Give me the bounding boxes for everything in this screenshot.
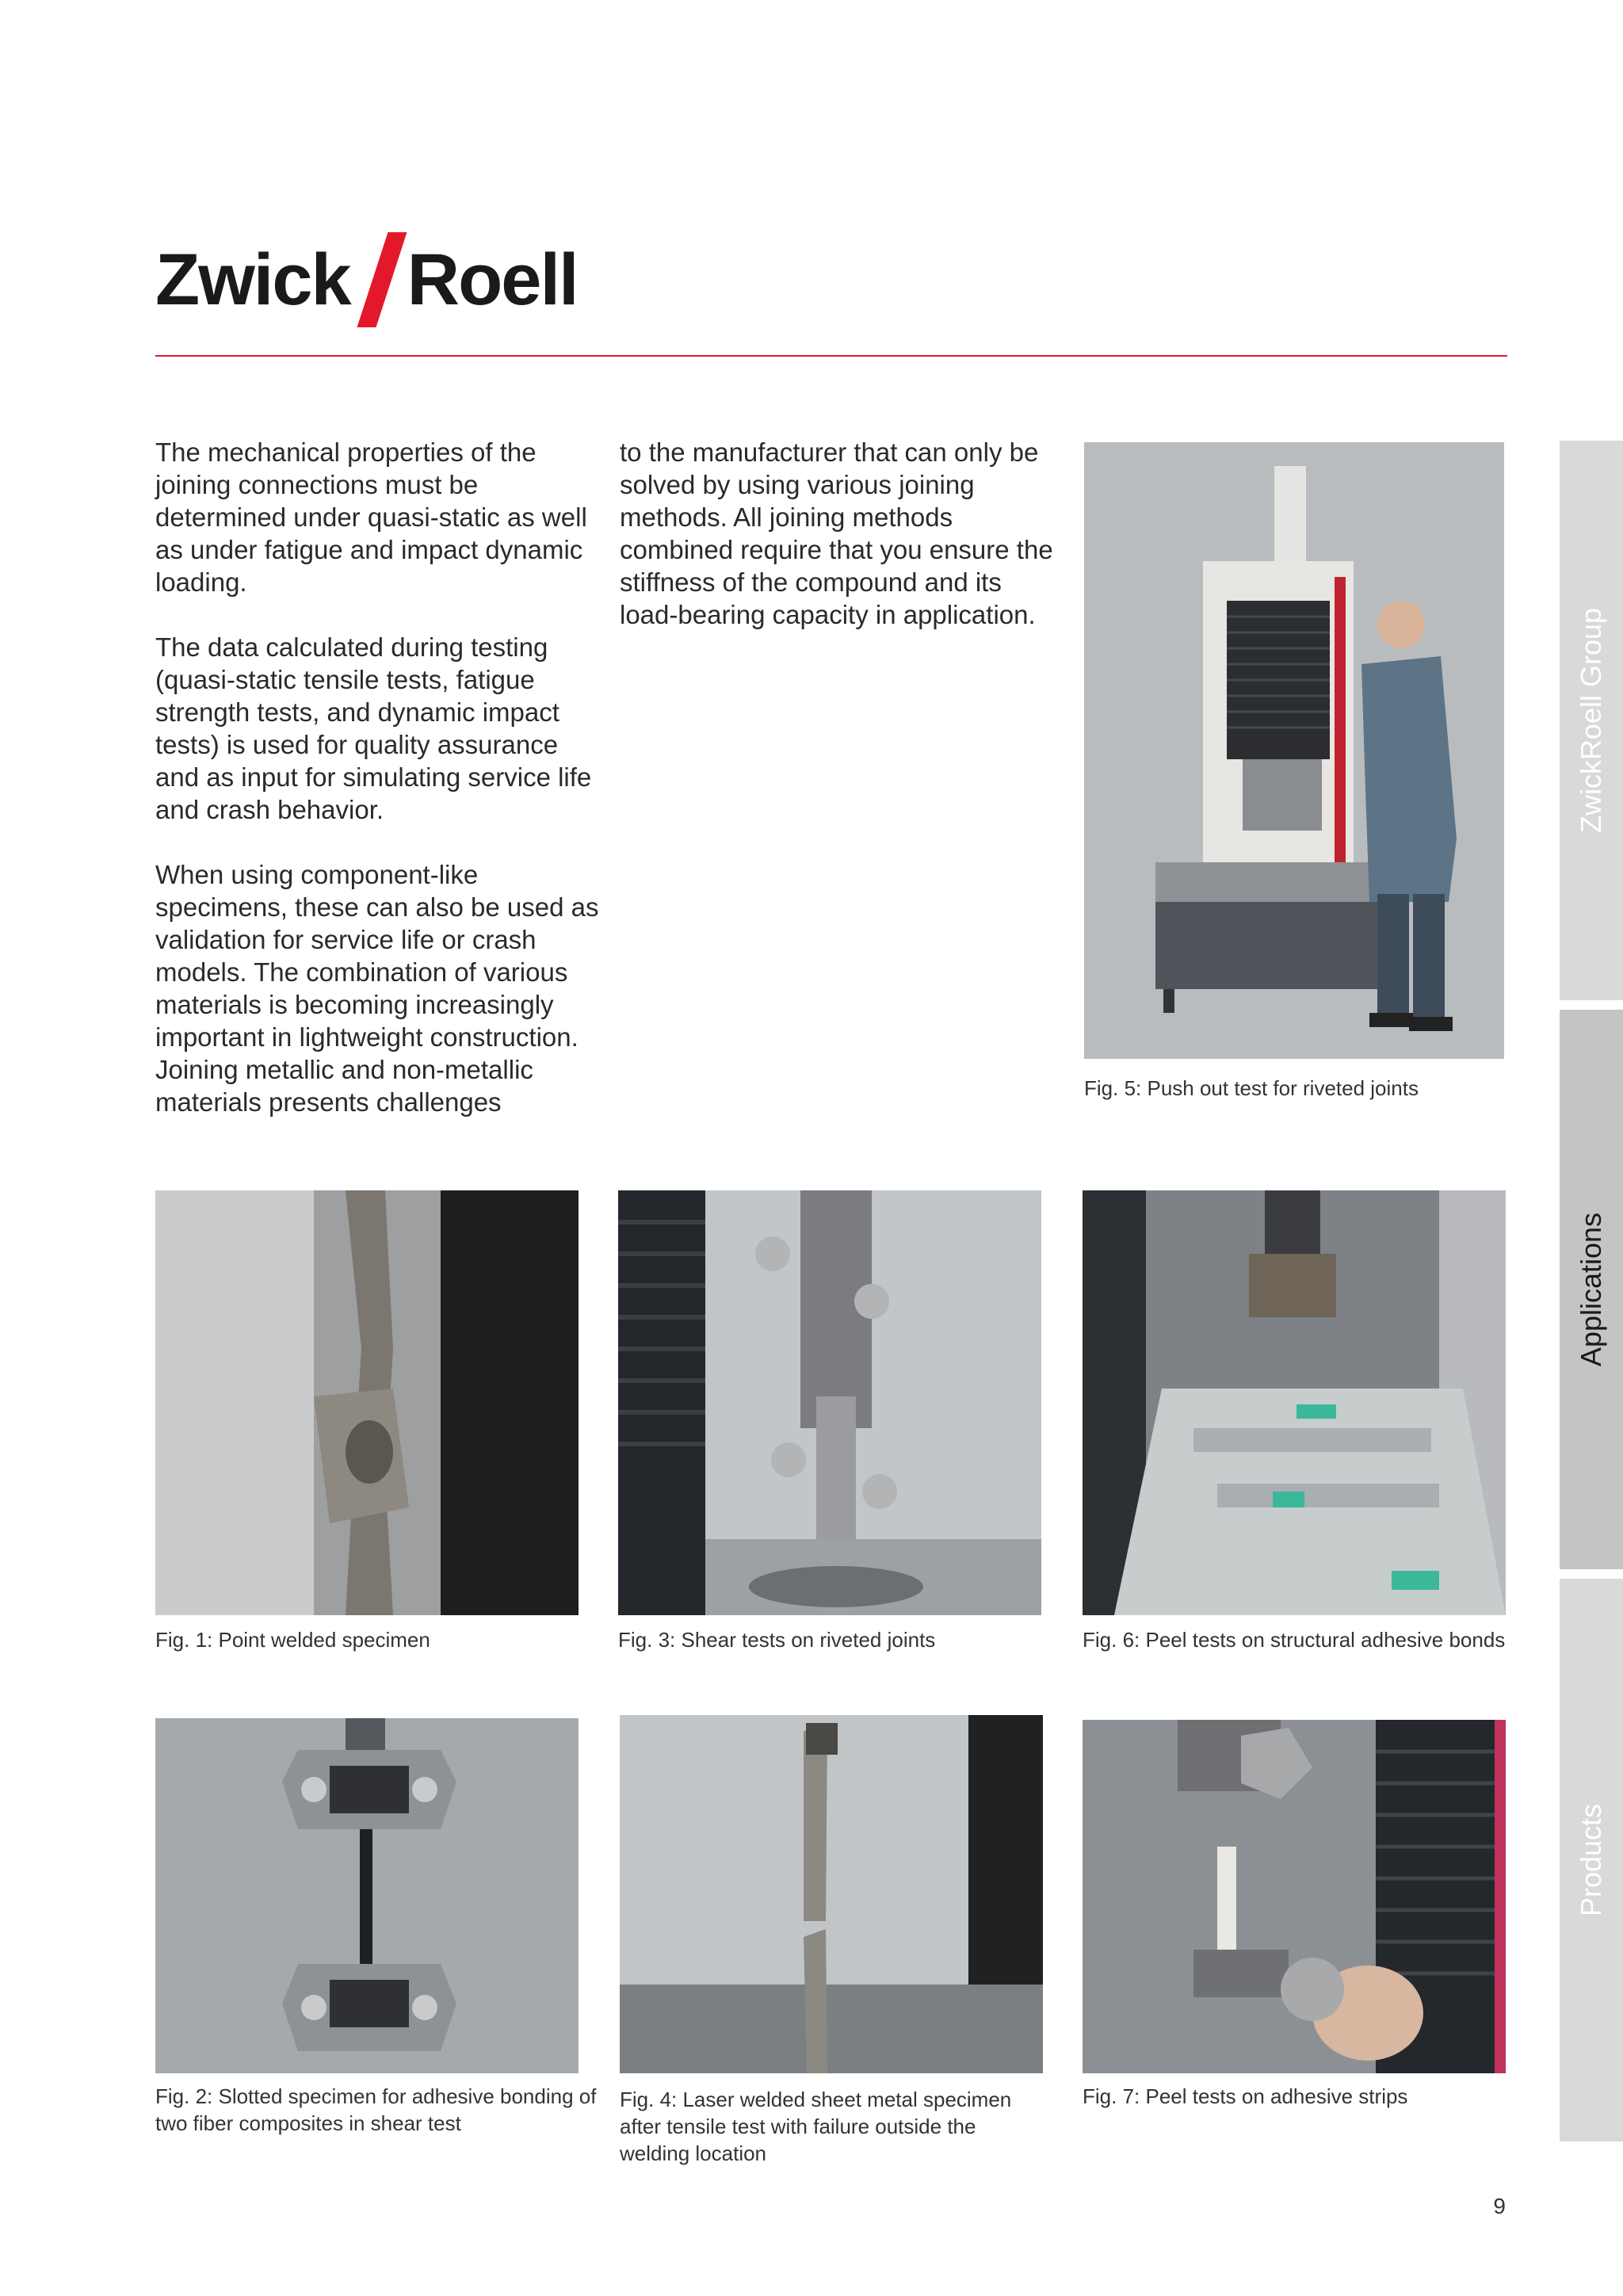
fig3-photo (618, 1190, 1041, 1615)
body-text-column-2 (620, 436, 1064, 663)
fig2-caption: Fig. 2: Slotted specimen for adhesive bonding of two fiber composites in shear test (155, 2084, 597, 2135)
brand-logo (155, 228, 578, 331)
fig7-caption: Fig. 7: Peel tests on adhesive strips (1083, 2084, 1408, 2108)
body-text-column-1 (155, 436, 599, 1151)
fig1-photo (155, 1190, 579, 1615)
page-number: 9 (1493, 2194, 1506, 2218)
fig5-photo (1084, 442, 1504, 1059)
fig6-photo (1083, 1190, 1506, 1615)
side-tab-applications[interactable] (1560, 1010, 1623, 1569)
side-tab-label: Applications (1575, 1212, 1607, 1367)
fig4-caption: Fig. 4: Laser welded sheet metal specimen after tensile test with failure outside the welding location (620, 2088, 1012, 2165)
side-tab-products[interactable] (1560, 1579, 1623, 2141)
logo-word-right: Roell (407, 239, 578, 320)
paragraph: The mechanical properties of the joining connections must be determined under quasi-static as well as under fatigue and impact dynamic loading. (155, 437, 587, 597)
side-tab-label: ZwickRoell Group (1575, 607, 1607, 834)
fig1-caption: Fig. 1: Point welded specimen (155, 1628, 430, 1652)
fig4-photo (620, 1715, 1043, 2073)
logo-word-left: Zwick (155, 239, 350, 320)
fig6-caption: Fig. 6: Peel tests on structural adhesive bonds (1083, 1628, 1506, 1652)
paragraph: to the manufacturer that can only be solved by using various joining methods. All joining methods combined require that you ensure the stiffness of the compound and its load-bearing capacity in application. (620, 437, 1053, 629)
paragraph: When using component-like specimens, these can also be used as validation for service life or crash models. The combination of various materials is becoming increasingly important in lightweight construction. Joining metallic and non-metallic materials presents challenges (155, 860, 599, 1117)
header-rule (155, 355, 1507, 357)
side-tab-zwickroell-group[interactable] (1560, 441, 1623, 1000)
fig2-photo (155, 1718, 579, 2073)
fig7-photo (1083, 1720, 1506, 2073)
fig5-caption: Fig. 5: Push out test for riveted joints (1084, 1076, 1419, 1100)
side-tab-label: Products (1575, 1803, 1607, 1917)
logo-slash (357, 232, 407, 327)
fig3-caption: Fig. 3: Shear tests on riveted joints (618, 1628, 936, 1652)
paragraph: The data calculated during testing (quasi-static tensile tests, fatigue strength tests, and dynamic impact tests) is used for quality assurance and as input for simulating service life and crash behavior. (155, 632, 592, 824)
